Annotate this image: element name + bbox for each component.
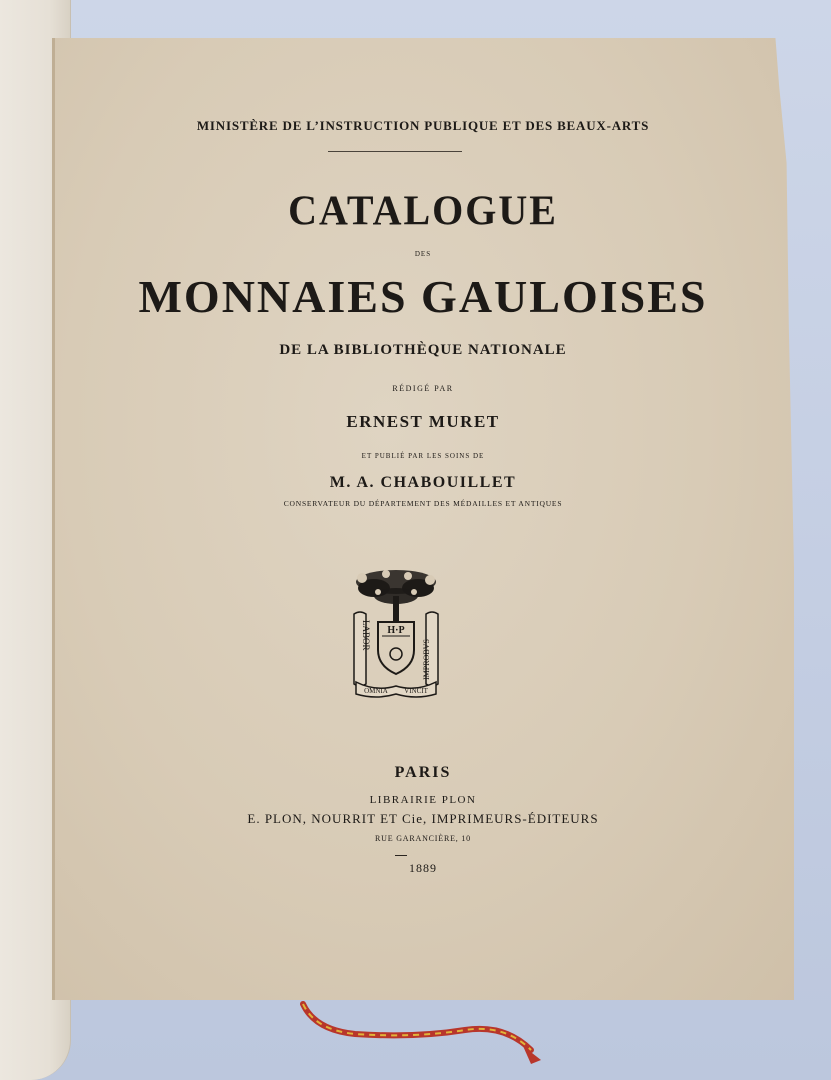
redige-par: RÉDIGÉ PAR	[392, 384, 454, 393]
publie-par: ET PUBLIÉ PAR LES SOINS DE	[361, 452, 485, 460]
right-scroll-text: IMPROBVS	[422, 639, 431, 680]
shield-monogram: H·P	[387, 625, 405, 636]
title-catalogue: CATALOGUE	[288, 186, 558, 235]
bottom-scroll	[356, 682, 436, 697]
imprint-publisher: LIBRAIRIE PLON	[369, 794, 477, 806]
imprint-year: 1889	[409, 861, 437, 875]
imprint-address: RUE GARANCIÈRE, 10	[375, 834, 471, 843]
title-monnaies-gauloises: MONNAIES GAULOISES	[138, 271, 708, 322]
page-spine-edge	[52, 38, 55, 1000]
title-page	[52, 38, 794, 1000]
year-divider	[395, 855, 407, 856]
title-divider	[328, 151, 462, 152]
ministry-line: MINISTÈRE DE L’INSTRUCTION PUBLIQUE ET DES BEAUX-ARTS	[196, 118, 650, 133]
bookmark-ribbon	[295, 1000, 545, 1080]
tree-icon	[356, 570, 436, 622]
shield-icon	[378, 622, 414, 674]
left-scroll-text: LABOR	[361, 620, 371, 651]
imprint-city: PARIS	[394, 764, 452, 781]
right-scroll	[422, 612, 438, 686]
editor-name: M. A. CHABOUILLET	[329, 474, 517, 491]
subtitle: DE LA BIBLIOTHÈQUE NATIONALE	[279, 342, 567, 358]
bottom-scroll-left-text: OMNIA	[364, 687, 388, 695]
printer-device-emblem	[348, 566, 444, 700]
imprint-printers: E. PLON, NOURRIT ET Cie, IMPRIMEURS-ÉDITEURS	[247, 811, 599, 826]
author-name: ERNEST MURET	[346, 412, 500, 431]
left-scroll	[354, 612, 371, 686]
title-connector: DES	[414, 250, 432, 258]
editor-role: CONSERVATEUR DU DÉPARTEMENT DES MÉDAILLES ET ANTIQUES	[283, 499, 563, 508]
bottom-scroll-right-text: VINCIT	[404, 687, 428, 695]
